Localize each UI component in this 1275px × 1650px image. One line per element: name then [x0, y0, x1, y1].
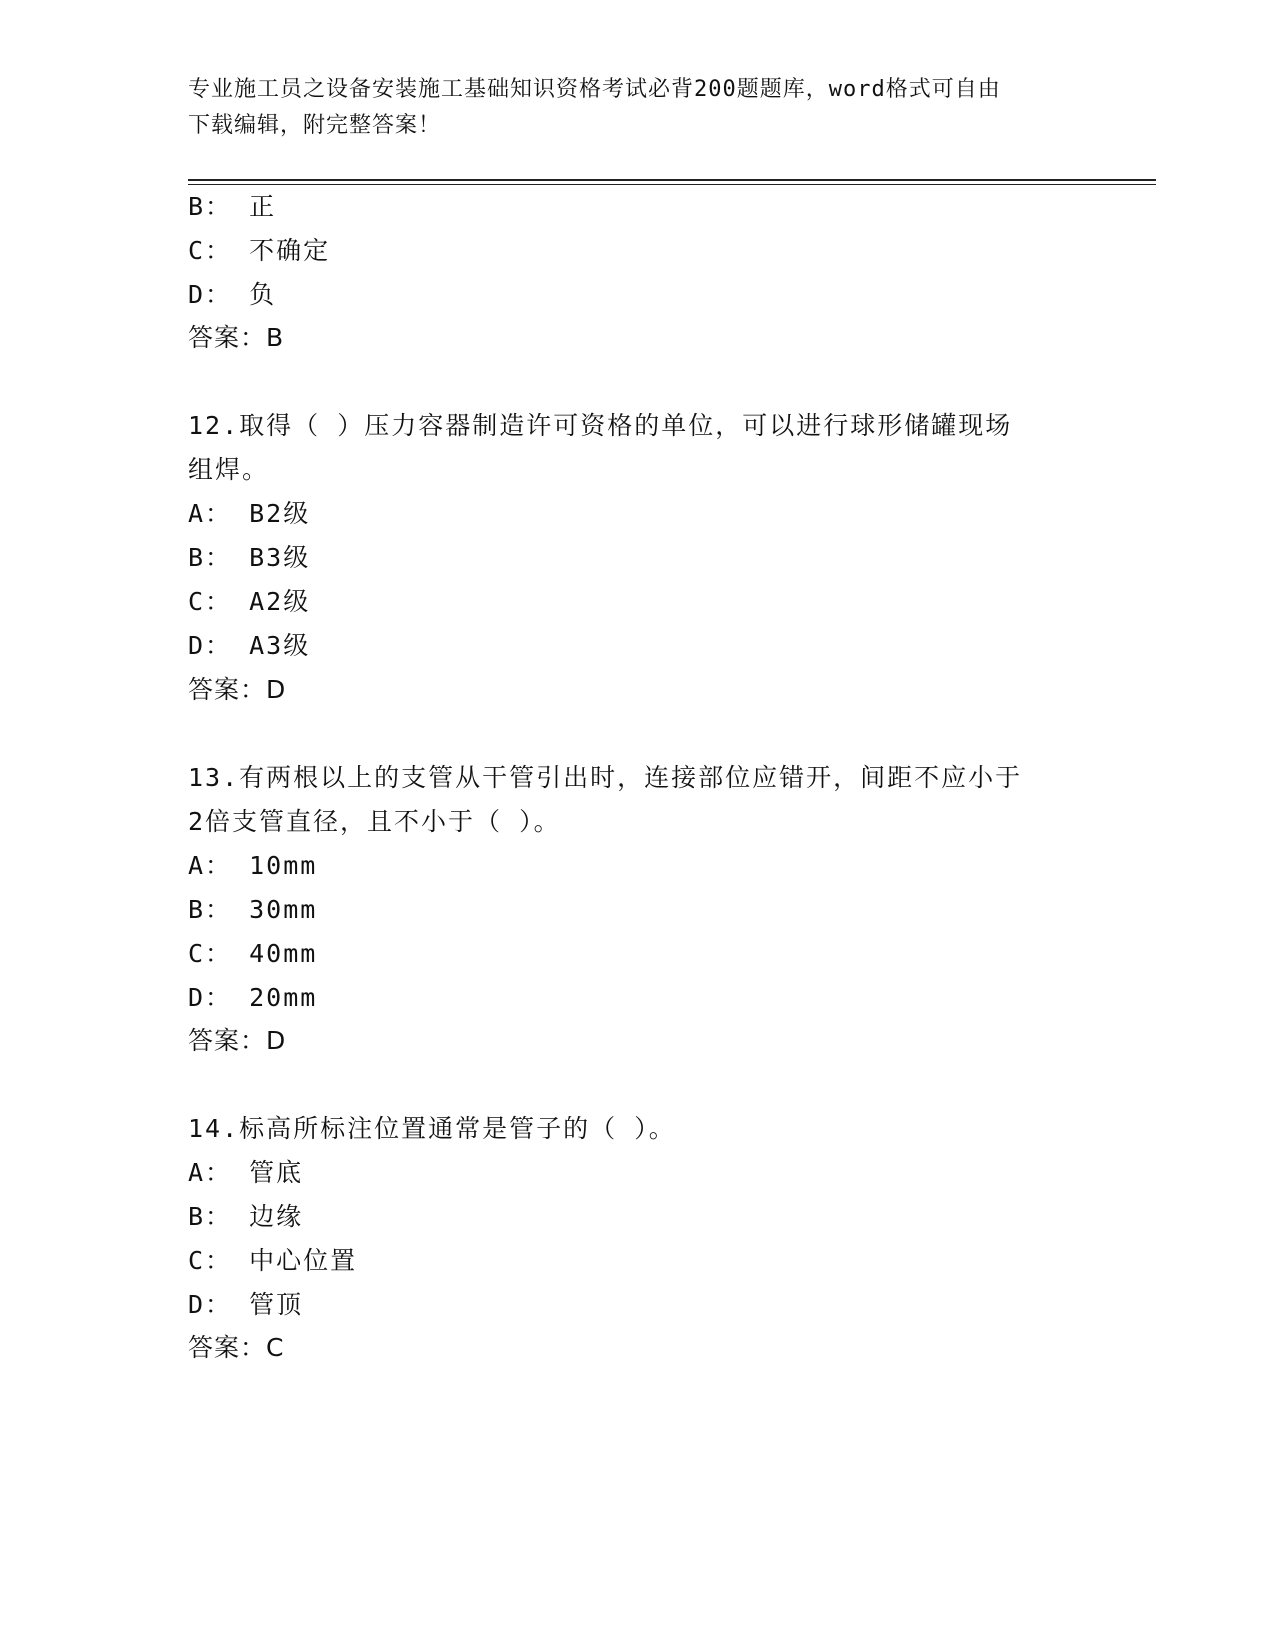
q11-option-b: B： 正 [188, 192, 277, 221]
header-line-1: 专业施工员之设备安装施工基础知识资格考试必背200题题库，word格式可自由 [188, 77, 1001, 102]
header-rule-thin [188, 184, 1156, 185]
q13-option-a: A： 10mm [188, 851, 318, 880]
q14-option-a: A： 管底 [188, 1158, 304, 1187]
q12-option-a: A： B2级 [188, 499, 311, 528]
q14-stem-line-1: 14.标高所标注位置通常是管子的（ ）。 [188, 1114, 676, 1143]
q14-option-d: D： 管顶 [188, 1290, 304, 1319]
document-header [188, 72, 1068, 144]
q13-answer: 答案：D [188, 1026, 287, 1055]
q13-stem-line-2: 2倍支管直径，且不小于（ ）。 [188, 807, 561, 836]
q13-option-c: C： 40mm [188, 939, 318, 968]
q11-answer: 答案：B [188, 323, 285, 352]
q12-stem-line-2: 组焊。 [188, 455, 270, 484]
header-line-2: 下载编辑，附完整答案！ [188, 113, 442, 138]
q11-option-d: D： 负 [188, 280, 277, 309]
q13-option-b: B： 30mm [188, 895, 318, 924]
q13-stem-line-1: 13.有两根以上的支管从干管引出时，连接部位应错开，间距不应小于 [188, 763, 1023, 792]
q14-option-b: B： 边缘 [188, 1202, 304, 1231]
q12-stem-line-1: 12.取得（ ）压力容器制造许可资格的单位，可以进行球形储罐现场 [188, 411, 1013, 440]
q12-option-c: C： A2级 [188, 587, 311, 616]
q14-answer: 答案：C [188, 1333, 285, 1362]
q13-option-d: D： 20mm [188, 983, 318, 1012]
q11-option-c: C： 不确定 [188, 236, 331, 265]
q12-option-b: B： B3级 [188, 543, 311, 572]
q12-answer: 答案：D [188, 675, 287, 704]
q12-option-d: D： A3级 [188, 631, 311, 660]
header-rule-thick [188, 179, 1156, 181]
q14-option-c: C： 中心位置 [188, 1246, 358, 1275]
